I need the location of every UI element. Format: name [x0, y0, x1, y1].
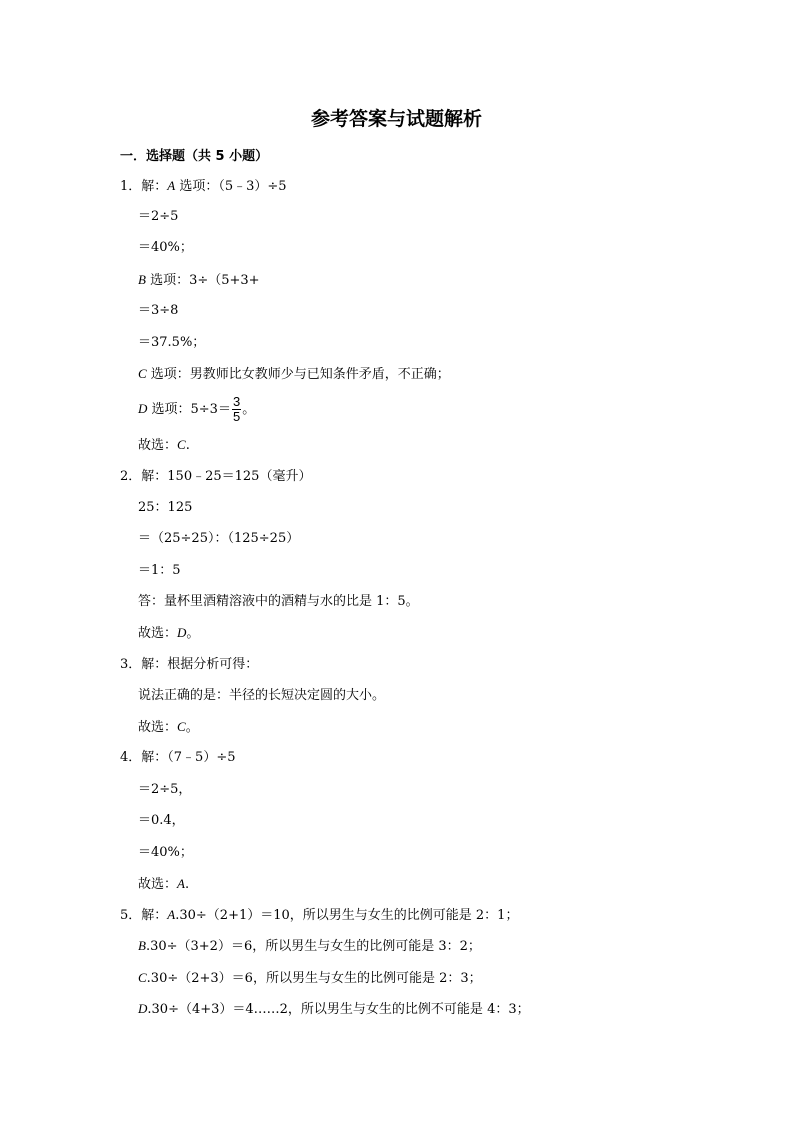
fraction-denominator: 5 — [232, 409, 241, 424]
section-heading: 一．选择题（共 5 小题） — [120, 149, 269, 164]
q2-step-3: ＝1：5 — [138, 563, 181, 578]
q5-line-b: B.30÷（3+2）＝6，所以男生与女生的比例可能是 3：2； — [138, 938, 481, 954]
q3-head: 3．解：根据分析可得： — [120, 657, 259, 672]
q4-answer: 故选：A. — [138, 876, 190, 892]
q5-line-c: C.30÷（2+3）＝6，所以男生与女生的比例可能是 2：3； — [138, 970, 482, 986]
q1-step-2: ＝40%； — [138, 240, 193, 255]
q5-line-a: 5．解：A.30÷（2+1）＝10，所以男生与女生的比例可能是 2：1； — [120, 907, 519, 923]
q2-conclusion: 答：量杯里酒精溶液中的酒精与水的比是 1：5。 — [138, 594, 419, 609]
q5-line-d: D.30÷（4+3）＝4……2，所以男生与女生的比例不可能是 4：3； — [138, 1001, 530, 1017]
q1-line-a: 1．解：A 选项：（5﹣3）÷5 — [120, 178, 287, 194]
fraction — [232, 395, 241, 424]
q1-line-b: B 选项：3÷（5+3+ — [138, 272, 260, 288]
q2-step-1: 25：125 — [138, 500, 193, 515]
q1-line-c: C 选项：男教师比女教师少与已知条件矛盾，不正确； — [138, 366, 450, 382]
q4-step-1: ＝2÷5， — [138, 782, 192, 797]
q4-step-2: ＝0.4， — [138, 813, 185, 828]
q3-step-1: 说法正确的是：半径的长短决定圆的大小。 — [138, 688, 386, 703]
q2-head: 2．解：150﹣25＝125（毫升） — [120, 469, 312, 484]
q1-step-3: ＝3÷8 — [138, 303, 179, 318]
q3-answer: 故选：C。 — [138, 719, 199, 735]
fraction-numerator: 3 — [232, 394, 241, 409]
q2-answer: 故选：D。 — [138, 625, 200, 641]
q2-step-2: ＝（25÷25）：（125÷25） — [138, 531, 300, 546]
q1-step-4: ＝37.5%； — [138, 335, 206, 350]
q1-step-1: ＝2÷5 — [138, 209, 179, 224]
page-title: 参考答案与试题解析 — [310, 108, 482, 130]
q4-step-3: ＝40%； — [138, 845, 193, 860]
q1-line-d: D 选项：5÷3＝ $\frac{3}{5}$ 。 — [138, 394, 256, 424]
q1-answer: 故选：C. — [138, 437, 190, 453]
q4-head: 4．解：（7﹣5）÷5 — [120, 750, 236, 765]
